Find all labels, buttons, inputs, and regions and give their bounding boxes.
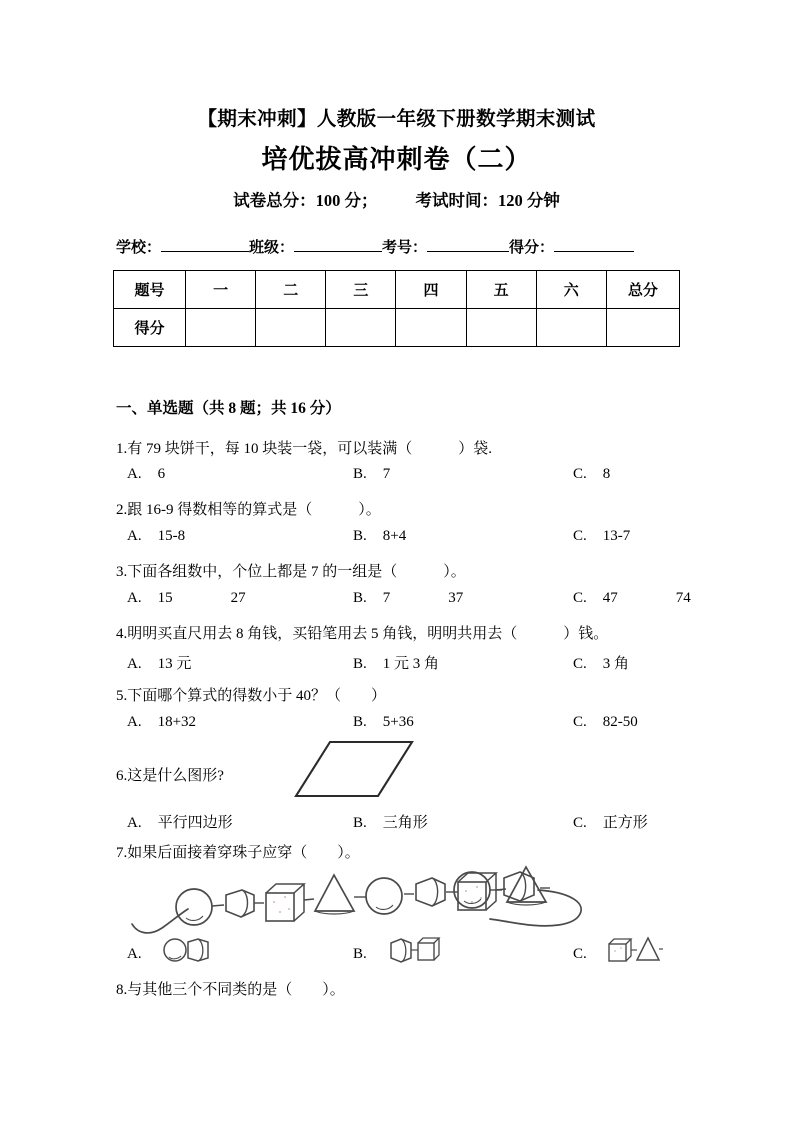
question-5-number: 5. xyxy=(116,688,128,704)
question-1-text-a: 有 79 块饼干，每 10 块装一袋，可以装满（ xyxy=(127,441,413,457)
question-2-text-a: 跟 16-9 得数相等的算式是（ xyxy=(127,502,313,518)
bead-sphere-3 xyxy=(454,872,490,908)
question-8-number: 8. xyxy=(116,982,128,998)
question-7-options xyxy=(0,946,793,968)
question-7-text-b: ）。 xyxy=(337,845,360,861)
score-cell-6[interactable] xyxy=(536,309,606,347)
bead-chain-figure-tail xyxy=(452,862,672,942)
question-5-option-b[interactable]: B. 5+36 xyxy=(353,714,414,730)
bead-cylinder-3 xyxy=(504,872,534,901)
question-1-option-c[interactable]: C. 8 xyxy=(573,466,611,482)
section-heading-multiple-choice: 一、单选题（共 8 题；共 16 分） xyxy=(116,400,341,417)
column-header-2: 二 xyxy=(256,271,326,309)
question-4-number: 4. xyxy=(116,626,128,642)
total-score-text: 试卷总分：100 分； xyxy=(233,191,378,210)
class-input-blank[interactable] xyxy=(294,238,382,252)
class-field[interactable] xyxy=(249,236,382,257)
column-header-1: 一 xyxy=(186,271,256,309)
column-header-3: 三 xyxy=(326,271,396,309)
question-6-option-b[interactable]: B. 三角形 xyxy=(353,815,428,831)
score-cell-1[interactable] xyxy=(186,309,256,347)
question-3-number: 3. xyxy=(116,564,128,580)
question-8-text-b: ）。 xyxy=(322,982,345,998)
bead-cube-1 xyxy=(266,884,304,921)
row-label-question-number: 题号 xyxy=(114,271,186,309)
question-7-option-b[interactable]: B. xyxy=(353,946,367,962)
question-8-text-a: 与其他三个不同类的是（ xyxy=(127,982,293,998)
question-5-text-a: 下面哪个算式的得数小于 40？（ xyxy=(127,688,342,704)
cylinder-cube-thumb[interactable] xyxy=(386,934,444,966)
question-6-options xyxy=(0,811,793,833)
question-4-stem xyxy=(116,622,608,643)
score-cell-4[interactable] xyxy=(396,309,466,347)
class-label: 班级： xyxy=(249,240,295,256)
score-cell-3[interactable] xyxy=(326,309,396,347)
parallelogram-figure xyxy=(292,739,417,801)
exam-number-label: 考号： xyxy=(382,240,428,256)
question-2-stem xyxy=(116,498,381,519)
column-header-4: 四 xyxy=(396,271,466,309)
question-3-options xyxy=(0,590,793,612)
question-1-option-b[interactable]: B. 7 xyxy=(353,466,391,482)
student-info-line xyxy=(116,236,681,257)
score-summary-table xyxy=(113,270,680,347)
question-1-number: 1. xyxy=(116,441,128,457)
question-2-option-c[interactable]: C. 13-7 xyxy=(573,528,631,544)
question-7-stem xyxy=(116,841,360,862)
bead-cylinder-1 xyxy=(226,890,254,917)
question-6-option-a[interactable]: A. 平行四边形 xyxy=(127,815,233,831)
score-cell-total[interactable] xyxy=(606,309,679,347)
question-1-option-a[interactable]: A. 6 xyxy=(127,466,166,482)
question-3-text-b: ）。 xyxy=(443,564,466,580)
question-2-option-a[interactable]: A. 15-8 xyxy=(127,528,186,544)
question-4-text-a: 明明买直尺用去 8 角钱，买铅笔用去 5 角钱，明明共用去（ xyxy=(127,626,518,642)
question-4-option-b[interactable]: B. 1 元 3 角 xyxy=(353,656,440,672)
question-1-stem xyxy=(116,437,492,458)
score-input-blank[interactable] xyxy=(554,238,634,252)
question-6-option-c[interactable]: C. 正方形 xyxy=(573,815,648,831)
cube-cone-thumb[interactable] xyxy=(604,934,664,968)
school-label: 学校： xyxy=(116,240,162,256)
row-label-score: 得分 xyxy=(114,309,186,347)
question-2-number: 2. xyxy=(116,502,128,518)
question-7-option-a[interactable]: A. xyxy=(127,946,142,962)
question-4-text-b: ）钱。 xyxy=(563,626,609,642)
table-row-scores xyxy=(114,309,680,347)
page-title-sub: 培优拔高冲刺卷（二） xyxy=(261,145,532,174)
table-row-question-numbers xyxy=(114,271,680,309)
question-5-option-c[interactable]: C. 82-50 xyxy=(573,714,638,730)
question-1-text-b: ）袋. xyxy=(458,441,493,457)
question-6-text-a: 这是什么图形? xyxy=(127,768,224,784)
exam-number-field[interactable] xyxy=(382,236,509,257)
question-4-option-a[interactable]: A. 13 元 xyxy=(127,656,192,672)
score-field[interactable] xyxy=(509,236,634,257)
question-6-number: 6. xyxy=(116,768,128,784)
bead-cylinder-2 xyxy=(416,878,445,906)
score-cell-5[interactable] xyxy=(466,309,536,347)
school-field[interactable] xyxy=(116,236,249,257)
exam-duration-text: 考试时间：120 分钟 xyxy=(415,191,560,210)
page-title-main: 【期末冲刺】人教版一年级下册数学期末测试 xyxy=(197,109,596,130)
school-input-blank[interactable] xyxy=(161,238,249,252)
column-header-total: 总分 xyxy=(606,271,679,309)
question-2-options xyxy=(0,528,793,550)
column-header-6: 六 xyxy=(536,271,606,309)
bead-sphere-2 xyxy=(366,878,402,914)
question-1-options xyxy=(0,466,793,488)
question-4-options xyxy=(0,652,793,674)
question-3-option-c[interactable]: C. 47 74 xyxy=(573,590,691,606)
question-6-stem xyxy=(116,764,224,785)
question-3-option-a[interactable]: A. 15 27 xyxy=(127,590,246,606)
score-cell-2[interactable] xyxy=(256,309,326,347)
question-7-option-c[interactable]: C. xyxy=(573,946,587,962)
question-7-number: 7. xyxy=(116,845,128,861)
question-5-stem xyxy=(116,684,386,705)
question-5-text-b: ） xyxy=(371,688,387,704)
exam-meta-line xyxy=(0,187,793,211)
column-header-5: 五 xyxy=(466,271,536,309)
question-3-text-a: 下面各组数中，个位上都是 7 的一组是（ xyxy=(127,564,398,580)
question-2-text-b: ）。 xyxy=(358,502,381,518)
question-3-option-b[interactable]: B. 7 37 xyxy=(353,590,464,606)
question-5-option-a[interactable]: A. 18+32 xyxy=(127,714,197,730)
question-4-option-c[interactable]: C. 3 角 xyxy=(573,656,630,672)
sphere-cylinder-thumb[interactable] xyxy=(160,934,216,966)
bead-cone-1 xyxy=(315,875,354,914)
score-label: 得分： xyxy=(509,240,555,256)
question-3-stem xyxy=(116,560,466,581)
exam-number-input-blank[interactable] xyxy=(427,238,509,252)
question-5-options xyxy=(0,714,793,736)
bead-sphere-1 xyxy=(176,889,212,925)
question-7-text-a: 如果后面接着穿珠子应穿（ xyxy=(127,845,308,861)
question-2-option-b[interactable]: B. 8+4 xyxy=(353,528,407,544)
question-8-stem xyxy=(116,978,345,999)
